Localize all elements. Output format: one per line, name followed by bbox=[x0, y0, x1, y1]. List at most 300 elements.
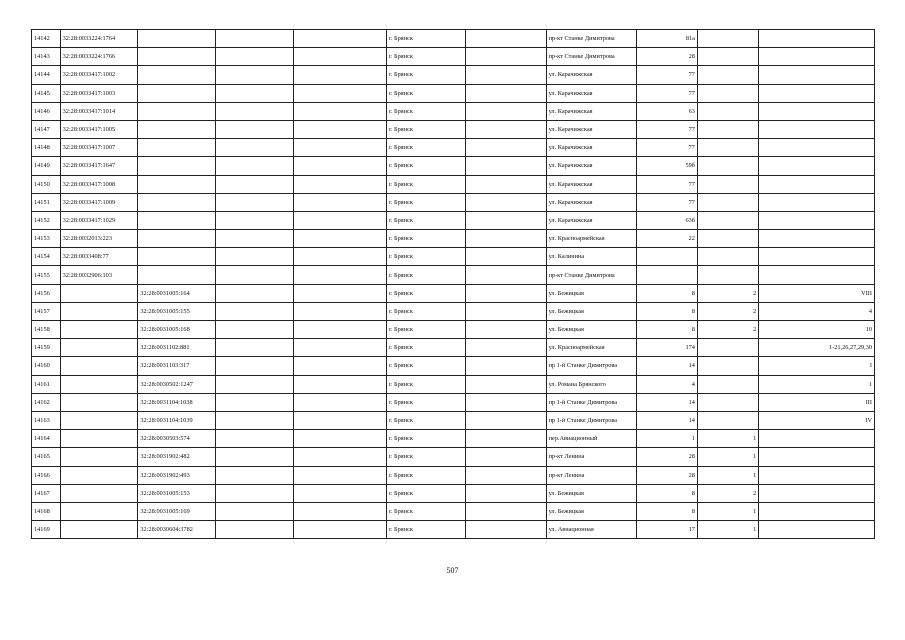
table-row bbox=[32, 302, 875, 320]
cadastral-number-cell: 32:28:0032906:103 bbox=[60, 266, 138, 284]
building-cell: 1 bbox=[697, 430, 758, 448]
empty-cell bbox=[216, 48, 294, 66]
street-cell: ул. Бежицкая bbox=[546, 284, 636, 302]
empty-cell bbox=[465, 230, 546, 248]
empty-cell bbox=[293, 357, 386, 375]
empty-cell bbox=[293, 502, 386, 520]
table-row bbox=[32, 193, 875, 211]
cadastral-number-cell: 32:28:0033417:1647 bbox=[60, 157, 138, 175]
street-cell: ул. Красноармейская bbox=[546, 230, 636, 248]
empty-cell bbox=[293, 266, 386, 284]
empty-cell bbox=[465, 339, 546, 357]
row-number-cell: 14144 bbox=[32, 66, 61, 84]
building-cell bbox=[697, 193, 758, 211]
table-row bbox=[32, 211, 875, 229]
row-number-cell: 14168 bbox=[32, 502, 61, 520]
row-number-cell: 14162 bbox=[32, 393, 61, 411]
house-number-cell: 77 bbox=[636, 139, 697, 157]
table-row bbox=[32, 175, 875, 193]
empty-cell bbox=[293, 321, 386, 339]
city-cell: г. Брянск bbox=[386, 430, 465, 448]
cadastral-number-cell bbox=[60, 466, 138, 484]
premises-cell bbox=[759, 84, 875, 102]
street-cell: пр-кт Ленина bbox=[546, 466, 636, 484]
street-cell: ул. Карачижская bbox=[546, 120, 636, 138]
row-number-cell: 14166 bbox=[32, 466, 61, 484]
empty-cell bbox=[465, 430, 546, 448]
premises-cell: 1 bbox=[759, 375, 875, 393]
empty-cell bbox=[465, 393, 546, 411]
empty-cell bbox=[465, 466, 546, 484]
table-row bbox=[32, 66, 875, 84]
table-row bbox=[32, 157, 875, 175]
row-number-cell: 14154 bbox=[32, 248, 61, 266]
cadastral-number-alt-cell: 32:28:0031005:155 bbox=[138, 302, 216, 320]
city-cell: г. Брянск bbox=[386, 484, 465, 502]
empty-cell bbox=[216, 66, 294, 84]
empty-cell bbox=[465, 321, 546, 339]
street-cell: ул. Карачижская bbox=[546, 66, 636, 84]
house-number-cell: 77 bbox=[636, 84, 697, 102]
building-cell bbox=[697, 248, 758, 266]
city-cell: г. Брянск bbox=[386, 302, 465, 320]
city-cell: г. Брянск bbox=[386, 339, 465, 357]
building-cell bbox=[697, 411, 758, 429]
empty-cell bbox=[465, 193, 546, 211]
empty-cell bbox=[465, 448, 546, 466]
empty-cell bbox=[465, 411, 546, 429]
table-row bbox=[32, 430, 875, 448]
street-cell: ул. Карачижская bbox=[546, 211, 636, 229]
premises-cell: 4 bbox=[759, 302, 875, 320]
building-cell: 1 bbox=[697, 521, 758, 539]
row-number-cell: 14169 bbox=[32, 521, 61, 539]
cadastral-number-alt-cell: 32:28:0031005:153 bbox=[138, 484, 216, 502]
empty-cell bbox=[293, 466, 386, 484]
row-number-cell: 14151 bbox=[32, 193, 61, 211]
cadastral-number-cell: 32:28:0033417:1005 bbox=[60, 120, 138, 138]
empty-cell bbox=[465, 484, 546, 502]
building-cell bbox=[697, 30, 758, 48]
street-cell: ул. Романа Брянского bbox=[546, 375, 636, 393]
city-cell: г. Брянск bbox=[386, 375, 465, 393]
empty-cell bbox=[293, 157, 386, 175]
street-cell: ул. Карачижская bbox=[546, 157, 636, 175]
cadastral-number-cell bbox=[60, 284, 138, 302]
empty-cell bbox=[216, 84, 294, 102]
street-cell: ул. Калинина bbox=[546, 248, 636, 266]
empty-cell bbox=[216, 484, 294, 502]
cadastral-number-alt-cell bbox=[138, 48, 216, 66]
cadastral-number-cell: 32:28:0033417:1014 bbox=[60, 102, 138, 120]
cadastral-number-alt-cell bbox=[138, 193, 216, 211]
city-cell: г. Брянск bbox=[386, 466, 465, 484]
empty-cell bbox=[293, 102, 386, 120]
cadastral-number-alt-cell: 32:28:0030502:1247 bbox=[138, 375, 216, 393]
street-cell: пер.Авиационный bbox=[546, 430, 636, 448]
building-cell: 2 bbox=[697, 302, 758, 320]
street-cell: ул. Карачижская bbox=[546, 139, 636, 157]
table-row bbox=[32, 484, 875, 502]
cadastral-number-cell bbox=[60, 521, 138, 539]
empty-cell bbox=[293, 175, 386, 193]
house-number-cell: 77 bbox=[636, 175, 697, 193]
cadastral-number-alt-cell bbox=[138, 211, 216, 229]
empty-cell bbox=[216, 502, 294, 520]
empty-cell bbox=[465, 157, 546, 175]
city-cell: г. Брянск bbox=[386, 248, 465, 266]
table-row bbox=[32, 120, 875, 138]
table-row bbox=[32, 84, 875, 102]
building-cell: 2 bbox=[697, 484, 758, 502]
cadastral-number-cell bbox=[60, 357, 138, 375]
city-cell: г. Брянск bbox=[386, 30, 465, 48]
empty-cell bbox=[216, 521, 294, 539]
premises-cell bbox=[759, 211, 875, 229]
cadastral-number-alt-cell bbox=[138, 266, 216, 284]
row-number-cell: 14157 bbox=[32, 302, 61, 320]
cadastral-number-cell bbox=[60, 430, 138, 448]
building-cell bbox=[697, 157, 758, 175]
empty-cell bbox=[216, 466, 294, 484]
table-row bbox=[32, 30, 875, 48]
empty-cell bbox=[216, 375, 294, 393]
cadastral-number-cell bbox=[60, 448, 138, 466]
empty-cell bbox=[465, 175, 546, 193]
cadastral-number-alt-cell bbox=[138, 30, 216, 48]
cadastral-number-cell: 32:28:0033224:1764 bbox=[60, 30, 138, 48]
building-cell: 2 bbox=[697, 321, 758, 339]
building-cell bbox=[697, 211, 758, 229]
cadastral-number-alt-cell: 32:28:0031005:164 bbox=[138, 284, 216, 302]
empty-cell bbox=[465, 357, 546, 375]
empty-cell bbox=[216, 248, 294, 266]
table-row bbox=[32, 139, 875, 157]
row-number-cell: 14142 bbox=[32, 30, 61, 48]
row-number-cell: 14156 bbox=[32, 284, 61, 302]
cadastral-number-alt-cell: 32:28:0031902:482 bbox=[138, 448, 216, 466]
city-cell: г. Брянск bbox=[386, 321, 465, 339]
empty-cell bbox=[465, 30, 546, 48]
premises-cell: 10 bbox=[759, 321, 875, 339]
street-cell: пр 1-й Станке Димитрова bbox=[546, 411, 636, 429]
table-row bbox=[32, 448, 875, 466]
building-cell bbox=[697, 48, 758, 66]
building-cell bbox=[697, 393, 758, 411]
building-cell: 1 bbox=[697, 466, 758, 484]
street-cell: пр-кт Станке Димитрова bbox=[546, 30, 636, 48]
building-cell bbox=[697, 175, 758, 193]
empty-cell bbox=[216, 339, 294, 357]
cadastral-number-alt-cell bbox=[138, 175, 216, 193]
row-number-cell: 14152 bbox=[32, 211, 61, 229]
row-number-cell: 14149 bbox=[32, 157, 61, 175]
row-number-cell: 14148 bbox=[32, 139, 61, 157]
house-number-cell: 8 bbox=[636, 284, 697, 302]
building-cell bbox=[697, 139, 758, 157]
cadastral-number-cell: 32:28:0032013:223 bbox=[60, 230, 138, 248]
row-number-cell: 14143 bbox=[32, 48, 61, 66]
empty-cell bbox=[293, 375, 386, 393]
street-cell: ул. Бежицкая bbox=[546, 302, 636, 320]
house-number-cell: 77 bbox=[636, 193, 697, 211]
premises-cell bbox=[759, 48, 875, 66]
cadastral-number-cell: 32:28:0033408:77 bbox=[60, 248, 138, 266]
empty-cell bbox=[465, 84, 546, 102]
empty-cell bbox=[465, 66, 546, 84]
house-number-cell: 8 bbox=[636, 321, 697, 339]
street-cell: ул. Карачижская bbox=[546, 193, 636, 211]
city-cell: г. Брянск bbox=[386, 502, 465, 520]
cadastral-number-alt-cell: 32:28:0031005:169 bbox=[138, 502, 216, 520]
cadastral-number-cell: 32:28:0033417:1009 bbox=[60, 193, 138, 211]
city-cell: г. Брянск bbox=[386, 230, 465, 248]
table-row bbox=[32, 284, 875, 302]
empty-cell bbox=[465, 48, 546, 66]
premises-cell bbox=[759, 521, 875, 539]
page-number: 507 bbox=[446, 566, 459, 575]
city-cell: г. Брянск bbox=[386, 157, 465, 175]
house-number-cell: 4 bbox=[636, 375, 697, 393]
cadastral-number-cell: 32:28:0033417:1003 bbox=[60, 84, 138, 102]
empty-cell bbox=[216, 139, 294, 157]
empty-cell bbox=[293, 484, 386, 502]
empty-cell bbox=[216, 30, 294, 48]
city-cell: г. Брянск bbox=[386, 102, 465, 120]
house-number-cell: 28 bbox=[636, 448, 697, 466]
table-row bbox=[32, 357, 875, 375]
cadastral-number-cell bbox=[60, 393, 138, 411]
city-cell: г. Брянск bbox=[386, 448, 465, 466]
building-cell: 1 bbox=[697, 448, 758, 466]
premises-cell: I bbox=[759, 357, 875, 375]
empty-cell bbox=[293, 339, 386, 357]
street-cell: ул. Бежицкая bbox=[546, 502, 636, 520]
street-cell: ул. Карачижская bbox=[546, 175, 636, 193]
city-cell: г. Брянск bbox=[386, 120, 465, 138]
premises-cell bbox=[759, 502, 875, 520]
empty-cell bbox=[293, 393, 386, 411]
city-cell: г. Брянск bbox=[386, 266, 465, 284]
city-cell: г. Брянск bbox=[386, 175, 465, 193]
house-number-cell: 1 bbox=[636, 430, 697, 448]
building-cell bbox=[697, 230, 758, 248]
premises-cell bbox=[759, 230, 875, 248]
premises-cell bbox=[759, 266, 875, 284]
city-cell: г. Брянск bbox=[386, 357, 465, 375]
empty-cell bbox=[465, 302, 546, 320]
empty-cell bbox=[465, 248, 546, 266]
empty-cell bbox=[293, 48, 386, 66]
empty-cell bbox=[216, 393, 294, 411]
premises-cell bbox=[759, 66, 875, 84]
cadastral-number-alt-cell bbox=[138, 66, 216, 84]
house-number-cell: 28 bbox=[636, 48, 697, 66]
table-row bbox=[32, 266, 875, 284]
house-number-cell: 81а bbox=[636, 30, 697, 48]
building-cell bbox=[697, 339, 758, 357]
empty-cell bbox=[216, 266, 294, 284]
row-number-cell: 14150 bbox=[32, 175, 61, 193]
premises-cell: 1-21,26,27,29,30 bbox=[759, 339, 875, 357]
premises-cell bbox=[759, 175, 875, 193]
cadastral-number-alt-cell: 32:28:0031104:1038 bbox=[138, 393, 216, 411]
street-cell: пр 1-й Станке Димитрова bbox=[546, 357, 636, 375]
empty-cell bbox=[293, 411, 386, 429]
premises-cell bbox=[759, 120, 875, 138]
premises-cell bbox=[759, 157, 875, 175]
table-row bbox=[32, 393, 875, 411]
empty-cell bbox=[465, 502, 546, 520]
street-cell: пр-кт Станке Димитрова bbox=[546, 48, 636, 66]
house-number-cell: 28 bbox=[636, 466, 697, 484]
street-cell: ул. Авиационная bbox=[546, 521, 636, 539]
house-number-cell: 14 bbox=[636, 357, 697, 375]
cadastral-number-cell bbox=[60, 339, 138, 357]
empty-cell bbox=[465, 284, 546, 302]
row-number-cell: 14155 bbox=[32, 266, 61, 284]
premises-cell bbox=[759, 466, 875, 484]
cadastral-number-alt-cell: 32:28:0031103:317 bbox=[138, 357, 216, 375]
empty-cell bbox=[216, 357, 294, 375]
city-cell: г. Брянск bbox=[386, 66, 465, 84]
street-cell: ул. Красноармейская bbox=[546, 339, 636, 357]
cadastral-number-cell bbox=[60, 411, 138, 429]
building-cell bbox=[697, 375, 758, 393]
empty-cell bbox=[293, 120, 386, 138]
empty-cell bbox=[216, 230, 294, 248]
empty-cell bbox=[293, 302, 386, 320]
empty-cell bbox=[465, 521, 546, 539]
city-cell: г. Брянск bbox=[386, 139, 465, 157]
table-row bbox=[32, 48, 875, 66]
row-number-cell: 14165 bbox=[32, 448, 61, 466]
cadastral-number-cell bbox=[60, 502, 138, 520]
house-number-cell: 77 bbox=[636, 120, 697, 138]
empty-cell bbox=[465, 211, 546, 229]
empty-cell bbox=[216, 284, 294, 302]
row-number-cell: 14146 bbox=[32, 102, 61, 120]
street-cell: ул. Карачижская bbox=[546, 102, 636, 120]
row-number-cell: 14164 bbox=[32, 430, 61, 448]
empty-cell bbox=[216, 411, 294, 429]
table-row bbox=[32, 321, 875, 339]
street-cell: пр-кт Станке Димитрова bbox=[546, 266, 636, 284]
house-number-cell: 8 bbox=[636, 502, 697, 520]
house-number-cell bbox=[636, 248, 697, 266]
row-number-cell: 14163 bbox=[32, 411, 61, 429]
empty-cell bbox=[293, 230, 386, 248]
empty-cell bbox=[216, 430, 294, 448]
table-row bbox=[32, 502, 875, 520]
premises-cell bbox=[759, 102, 875, 120]
empty-cell bbox=[465, 102, 546, 120]
table-row bbox=[32, 411, 875, 429]
street-cell: пр 1-й Станке Димитрова bbox=[546, 393, 636, 411]
building-cell bbox=[697, 102, 758, 120]
row-number-cell: 14147 bbox=[32, 120, 61, 138]
premises-cell: III bbox=[759, 393, 875, 411]
empty-cell bbox=[293, 284, 386, 302]
premises-cell bbox=[759, 430, 875, 448]
cadastral-number-alt-cell: 32:28:0031902:493 bbox=[138, 466, 216, 484]
empty-cell bbox=[293, 248, 386, 266]
empty-cell bbox=[293, 193, 386, 211]
cadastral-number-alt-cell bbox=[138, 84, 216, 102]
empty-cell bbox=[293, 66, 386, 84]
city-cell: г. Брянск bbox=[386, 411, 465, 429]
registry-table bbox=[31, 29, 875, 539]
cadastral-number-alt-cell bbox=[138, 248, 216, 266]
cadastral-number-alt-cell bbox=[138, 102, 216, 120]
table-row bbox=[32, 230, 875, 248]
house-number-cell: 8 bbox=[636, 484, 697, 502]
city-cell: г. Брянск bbox=[386, 84, 465, 102]
premises-cell bbox=[759, 248, 875, 266]
table-row bbox=[32, 339, 875, 357]
building-cell bbox=[697, 120, 758, 138]
premises-cell bbox=[759, 30, 875, 48]
table-row bbox=[32, 248, 875, 266]
empty-cell bbox=[465, 266, 546, 284]
city-cell: г. Брянск bbox=[386, 211, 465, 229]
row-number-cell: 14167 bbox=[32, 484, 61, 502]
empty-cell bbox=[293, 211, 386, 229]
empty-cell bbox=[216, 193, 294, 211]
premises-cell bbox=[759, 448, 875, 466]
premises-cell bbox=[759, 139, 875, 157]
city-cell: г. Брянск bbox=[386, 521, 465, 539]
city-cell: г. Брянск bbox=[386, 48, 465, 66]
cadastral-number-alt-cell: 32:28:0030604:3782 bbox=[138, 521, 216, 539]
empty-cell bbox=[465, 139, 546, 157]
building-cell bbox=[697, 84, 758, 102]
cadastral-number-alt-cell bbox=[138, 157, 216, 175]
house-number-cell: 174 bbox=[636, 339, 697, 357]
cadastral-number-cell bbox=[60, 375, 138, 393]
house-number-cell: 59б bbox=[636, 157, 697, 175]
premises-cell: VIII bbox=[759, 284, 875, 302]
cadastral-number-cell: 32:28:0033417:1007 bbox=[60, 139, 138, 157]
cadastral-number-cell: 32:28:0033417:1008 bbox=[60, 175, 138, 193]
city-cell: г. Брянск bbox=[386, 193, 465, 211]
empty-cell bbox=[293, 521, 386, 539]
empty-cell bbox=[216, 120, 294, 138]
cadastral-number-cell bbox=[60, 321, 138, 339]
row-number-cell: 14161 bbox=[32, 375, 61, 393]
empty-cell bbox=[293, 139, 386, 157]
row-number-cell: 14158 bbox=[32, 321, 61, 339]
empty-cell bbox=[293, 430, 386, 448]
house-number-cell: 77 bbox=[636, 66, 697, 84]
premises-cell: IV bbox=[759, 411, 875, 429]
building-cell bbox=[697, 357, 758, 375]
empty-cell bbox=[293, 84, 386, 102]
table-row bbox=[32, 102, 875, 120]
street-cell: ул. Бежицкая bbox=[546, 321, 636, 339]
empty-cell bbox=[216, 302, 294, 320]
house-number-cell: 17 bbox=[636, 521, 697, 539]
cadastral-number-alt-cell: 32:28:0031005:168 bbox=[138, 321, 216, 339]
empty-cell bbox=[216, 102, 294, 120]
cadastral-number-cell: 32:28:0033224:1766 bbox=[60, 48, 138, 66]
cadastral-number-cell bbox=[60, 484, 138, 502]
house-number-cell: 22 bbox=[636, 230, 697, 248]
cadastral-number-alt-cell bbox=[138, 230, 216, 248]
cadastral-number-cell bbox=[60, 302, 138, 320]
row-number-cell: 14153 bbox=[32, 230, 61, 248]
empty-cell bbox=[293, 448, 386, 466]
